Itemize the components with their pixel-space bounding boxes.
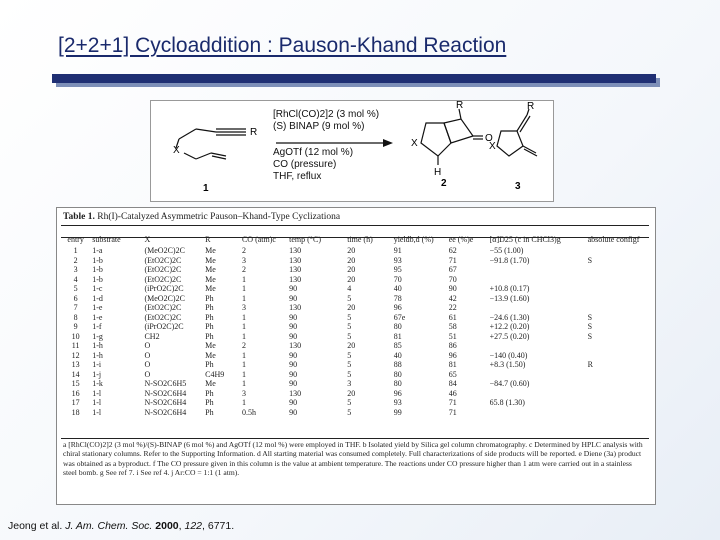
cell-config	[586, 294, 649, 304]
cell-yield: 95	[393, 265, 402, 274]
table-row	[61, 341, 649, 351]
cell-co: 1	[241, 398, 246, 407]
cell-rotation	[488, 341, 586, 351]
cell-x: N-SO2C6H5	[144, 379, 187, 388]
cell-temp: 130	[289, 255, 302, 265]
cell-rotation: +10.8 (0.17)	[489, 284, 530, 293]
cell-r: Me	[205, 265, 216, 274]
table-row	[61, 379, 649, 389]
cell-config: S	[587, 255, 593, 265]
cell-x: (EtO2C)2C	[144, 312, 182, 322]
cell-co: 1	[241, 284, 246, 293]
cell-substrate: 1-h	[92, 341, 103, 350]
cell-rotation: −55 (1.00)	[489, 246, 524, 255]
citation: Jeong et al. J. Am. Chem. Soc. 2000, 122, 6771.	[8, 520, 235, 532]
cell-r: Me	[205, 255, 216, 265]
cell-config	[586, 398, 649, 408]
header-co: CO (atm)c	[241, 235, 276, 245]
cell-time: 20	[347, 388, 356, 398]
cell-time: 5	[347, 369, 352, 379]
cell-rotation	[488, 303, 586, 313]
product-ring-right	[444, 119, 473, 143]
condition-catalyst: [RhCl(CO)2]2 (3 mol %)	[273, 109, 380, 120]
condition-solvent: THF, reflux	[273, 171, 322, 182]
cell-r: Ph	[205, 407, 214, 417]
cell-rotation	[488, 389, 586, 399]
citation-pages: 6771.	[207, 520, 235, 532]
cell-time: 5	[347, 407, 352, 417]
cell-entry: 14	[71, 369, 80, 379]
r-label-3: R	[527, 101, 535, 112]
cell-temp: 90	[289, 322, 298, 331]
cell-x: (MeO2C)2C	[144, 246, 185, 255]
data-table	[61, 234, 649, 417]
product-ring-left	[421, 123, 451, 156]
cell-rotation: −140 (0.40)	[489, 350, 528, 360]
compound-label-3: 3	[515, 181, 521, 192]
table-rule-top	[61, 225, 649, 226]
table-row	[61, 246, 649, 256]
cell-co: 1	[241, 293, 246, 303]
enyne-alkene-2	[212, 156, 226, 159]
cell-temp: 130	[289, 274, 302, 284]
cell-temp: 130	[289, 265, 302, 274]
cell-r: Ph	[205, 360, 214, 369]
header-ee: ee (%)e	[448, 235, 474, 245]
compound-label-1: 1	[203, 183, 209, 194]
cell-entry: 2	[73, 255, 78, 265]
header-temp: temp (°C)	[289, 235, 321, 245]
cell-substrate: 1-e	[92, 303, 103, 312]
cell-yield: 93	[393, 398, 402, 407]
cell-yield: 91	[393, 246, 402, 255]
cell-yield: 99	[393, 407, 402, 417]
cell-yield: 70	[393, 274, 402, 284]
table-body	[61, 246, 649, 417]
cell-ee: 51	[448, 331, 457, 341]
cell-config	[586, 370, 649, 380]
cell-yield: 80	[393, 369, 402, 379]
cell-x: (EtO2C)2C	[144, 274, 182, 284]
cell-yield: 81	[393, 331, 402, 341]
h-label-2: H	[434, 167, 442, 178]
table-row	[61, 351, 649, 361]
cell-co: 1	[241, 350, 246, 360]
cell-r: Ph	[205, 388, 214, 398]
cell-r: Me	[205, 341, 216, 350]
cell-temp: 90	[289, 369, 298, 379]
cell-temp: 130	[289, 341, 302, 350]
cell-time: 3	[347, 379, 352, 388]
compound-label-2: 2	[441, 178, 447, 189]
cell-entry: 5	[73, 284, 78, 293]
cell-r: Ph	[205, 398, 214, 407]
table-row	[61, 360, 649, 370]
cell-config	[586, 389, 649, 399]
results-table	[56, 207, 656, 505]
cell-ee: 22	[448, 303, 457, 312]
cell-co: 0.5h	[241, 407, 256, 417]
enyne-bond-1	[179, 129, 196, 139]
cell-yield: 40	[393, 350, 402, 360]
table-header-row	[61, 234, 649, 246]
cell-x: CH2	[144, 331, 160, 341]
r-label-1: R	[250, 127, 258, 138]
cell-yield: 67e	[393, 312, 406, 322]
table-footnotes: a [RhCl(CO)2]2 (3 mol %)/(S)-BINAP (6 mol %) and AgOTf (12 mol %) were employed in THF. b Isolated yield by Silica gel column chromatography. c Determined by HPLC analysis with chiral stationary columns. Refer to the Supporting Information. d All starting material was consumed completely. Full characterizations of side products will be reported. e Diene (3a) product was obtained as a byproduct. f The CO pressure given in this column is the value at ambient temperature. The reactions under CO pressure higher than 1 atm were carried out in a stainless steel bomb. g See ref 7. i See ref 4. j Ar:CO = 1:1 (1 atm).	[63, 440, 643, 478]
cell-ee: 67	[448, 265, 457, 274]
cell-config	[586, 284, 649, 294]
table-row	[61, 294, 649, 304]
cell-yield: 80	[393, 322, 402, 331]
reaction-arrow-head	[383, 139, 393, 147]
cell-config	[586, 275, 649, 285]
cell-temp: 90	[289, 331, 298, 341]
cell-entry: 16	[71, 388, 80, 398]
cell-yield: 96	[393, 303, 402, 312]
cell-rotation: +12.2 (0.20)	[489, 322, 530, 331]
cell-x: (iPrO2C)2C	[144, 322, 184, 331]
cell-config	[586, 265, 649, 275]
cell-yield: 78	[393, 293, 402, 303]
cell-x: N-SO2C6H4	[144, 398, 187, 407]
cell-entry: 7	[73, 303, 78, 312]
cell-co: 3	[241, 388, 246, 398]
cell-co: 1	[241, 331, 246, 341]
cell-rotation: +27.5 (0.20)	[489, 331, 530, 341]
cell-temp: 90	[289, 350, 298, 360]
cell-rotation	[488, 408, 586, 418]
cell-time: 5	[347, 360, 352, 369]
cell-co: 3	[241, 255, 246, 265]
cell-x: (EtO2C)2C	[144, 265, 182, 274]
cell-ee: 71	[448, 255, 457, 265]
enyne-bond-4	[184, 153, 196, 159]
cell-ee: 96	[448, 350, 457, 360]
cell-config: S	[587, 331, 593, 341]
cell-r: Me	[205, 274, 216, 284]
cell-ee: 90	[448, 284, 457, 293]
cell-temp: 90	[289, 379, 298, 388]
table-row	[61, 303, 649, 313]
cell-entry: 11	[71, 341, 80, 350]
cell-ee: 62	[448, 246, 457, 255]
cell-rotation: −13.9 (1.60)	[489, 293, 530, 303]
cell-yield: 96	[393, 388, 402, 398]
table-row	[61, 256, 649, 266]
cell-r: Ph	[205, 331, 214, 341]
cell-r: Ph	[205, 322, 214, 331]
condition-ligand: (S) BINAP (9 mol %)	[273, 121, 365, 132]
table-row	[61, 408, 649, 418]
cell-temp: 90	[289, 398, 298, 407]
cell-x: (EtO2C)2C	[144, 255, 182, 265]
cell-r: Me	[205, 284, 216, 293]
cell-co: 2	[241, 341, 246, 350]
cell-x: O	[144, 360, 151, 369]
cell-temp: 90	[289, 293, 298, 303]
cell-r: Ph	[205, 293, 214, 303]
cell-r: Ph	[205, 312, 214, 322]
title-underline-bar	[52, 74, 656, 83]
cell-entry: 3	[73, 265, 78, 274]
header-x: X	[144, 235, 151, 245]
cell-substrate: 1-h	[92, 350, 103, 360]
cell-time: 20	[347, 341, 356, 350]
cell-entry: 12	[71, 350, 80, 360]
cell-time: 20	[347, 246, 356, 255]
cell-config: S	[587, 312, 593, 322]
table-row	[61, 284, 649, 294]
cell-entry: 18	[71, 407, 80, 417]
condition-co: CO (pressure)	[273, 159, 337, 170]
cell-time: 5	[347, 331, 352, 341]
cell-ee: 65	[448, 369, 457, 379]
cell-config	[586, 246, 649, 256]
cell-co: 2	[241, 246, 246, 255]
r-label-2: R	[456, 101, 464, 111]
cell-substrate: 1-b	[92, 255, 103, 265]
cell-ee: 86	[448, 341, 457, 350]
cell-x: N-SO2C6H4	[144, 407, 187, 417]
cell-entry: 4	[73, 274, 78, 284]
cell-entry: 13	[71, 360, 80, 369]
cell-x: O	[144, 350, 151, 360]
cell-substrate: 1-j	[92, 369, 102, 379]
cell-rotation	[488, 265, 586, 275]
diene-ring	[497, 131, 523, 156]
cell-config: S	[587, 322, 593, 331]
cell-substrate: 1-k	[92, 379, 103, 388]
cell-co: 3	[241, 303, 246, 312]
cell-substrate: 1-f	[92, 322, 102, 331]
x-label-3: X	[489, 141, 496, 152]
cell-time: 20	[347, 265, 356, 274]
cell-entry: 17	[71, 398, 80, 407]
cell-rotation	[488, 370, 586, 380]
cell-r: Ph	[205, 303, 214, 312]
cell-co: 1	[241, 322, 246, 331]
cell-temp: 130	[289, 246, 302, 255]
cell-co: 1	[241, 369, 246, 379]
header-config: absolute configf	[587, 235, 640, 245]
cell-time: 5	[347, 398, 352, 407]
header-rotation: [α]D25 (c in CHCl3)g	[489, 235, 561, 245]
cell-time: 20	[347, 255, 356, 265]
cell-substrate: 1-b	[92, 265, 103, 274]
cell-config	[586, 351, 649, 361]
cell-ee: 61	[448, 312, 457, 322]
cell-time: 5	[347, 350, 352, 360]
cell-ee: 70	[448, 274, 457, 284]
cell-ee: 42	[448, 293, 457, 303]
slide-title: [2+2+1] Cycloaddition : Pauson-Khand Reaction	[58, 34, 507, 57]
cell-config	[586, 379, 649, 389]
cell-substrate: 1-e	[92, 312, 103, 322]
cell-time: 5	[347, 322, 352, 331]
cell-x: (MeO2C)2C	[144, 293, 185, 303]
cell-time: 20	[347, 274, 356, 284]
cell-time: 20	[347, 303, 356, 312]
cell-x: O	[144, 341, 151, 350]
cell-substrate: 1-a	[92, 246, 103, 255]
cell-substrate: 1-c	[92, 284, 103, 293]
x-label-2: X	[411, 138, 418, 149]
cell-co: 1	[241, 274, 246, 284]
cell-ee: 58	[448, 322, 457, 331]
enyne-bond-2	[196, 129, 216, 132]
cell-substrate: 1-l	[92, 407, 102, 417]
cell-substrate: 1-l	[92, 388, 102, 398]
cell-rotation: −91.8 (1.70)	[489, 255, 530, 265]
cell-ee: 84	[448, 379, 457, 388]
cell-x: (EtO2C)2C	[144, 303, 182, 312]
cell-r: Me	[205, 350, 216, 360]
cell-yield: 85	[393, 341, 402, 350]
citation-volume: 122	[184, 520, 203, 532]
cell-entry: 8	[73, 312, 78, 322]
table-caption-label: Table 1.	[63, 212, 95, 222]
cell-temp: 90	[289, 312, 298, 322]
table-row	[61, 332, 649, 342]
cell-substrate: 1-l	[92, 398, 102, 407]
cell-entry: 9	[73, 322, 78, 331]
cell-co: 1	[241, 360, 246, 369]
citation-year: 2000	[155, 520, 179, 532]
table-row	[61, 398, 649, 408]
cell-ee: 71	[448, 398, 457, 407]
cell-r: C4H9	[205, 369, 225, 379]
condition-additive: AgOTf (12 mol %)	[273, 147, 354, 158]
cell-rotation: 65.8 (1.30)	[489, 398, 525, 407]
header-time: time (h)	[347, 235, 373, 245]
cell-substrate: 1-i	[92, 360, 102, 369]
table-row	[61, 370, 649, 380]
cell-ee: 71	[448, 407, 457, 417]
table-caption	[63, 212, 340, 222]
cell-config: R	[587, 360, 593, 369]
enyne-bond-5	[196, 153, 211, 159]
cell-temp: 90	[289, 284, 298, 293]
cell-entry: 15	[71, 379, 80, 388]
cell-x: (iPrO2C)2C	[144, 284, 184, 293]
cell-co: 1	[241, 379, 246, 388]
header-entry: entry	[67, 235, 84, 245]
cell-entry: 10	[71, 331, 80, 341]
cell-yield: 80	[393, 379, 402, 388]
cell-substrate: 1-d	[92, 293, 103, 303]
table-rule-bottom	[61, 438, 649, 439]
reaction-scheme	[150, 100, 554, 202]
cell-yield: 40	[393, 284, 402, 293]
cell-temp: 90	[289, 407, 298, 417]
cell-temp: 130	[289, 388, 302, 398]
cell-substrate: 1-b	[92, 274, 103, 284]
header-r: R	[205, 235, 211, 245]
cell-x: N-SO2C6H4	[144, 388, 187, 398]
header-substrate: substrate	[92, 235, 121, 245]
table-row	[61, 275, 649, 285]
cell-r: Me	[205, 379, 216, 388]
cell-ee: 81	[448, 360, 457, 369]
cell-substrate: 1-g	[92, 331, 103, 341]
cell-temp: 130	[289, 303, 302, 312]
cell-rotation	[488, 275, 586, 285]
table-row	[61, 389, 649, 399]
cell-co: 2	[241, 265, 246, 274]
cell-entry: 1	[73, 246, 78, 255]
cell-temp: 90	[289, 360, 298, 369]
cell-rotation: −24.6 (1.30)	[489, 312, 530, 322]
citation-journal: J. Am. Chem. Soc.	[65, 520, 153, 532]
cell-r: Me	[205, 246, 216, 255]
cell-time: 5	[347, 312, 352, 322]
header-yield: yieldb,d (%)	[393, 235, 434, 245]
table-caption-text: Rh(I)-Catalyzed Asymmetric Pauson–Khand-Type Cyclizationa	[97, 212, 341, 222]
cell-co: 1	[241, 312, 246, 322]
x-label-1: X	[173, 145, 180, 156]
cell-config	[586, 303, 649, 313]
cell-entry: 6	[73, 293, 78, 303]
cell-time: 4	[347, 284, 352, 293]
cell-x: O	[144, 369, 151, 379]
o-label-2: O	[485, 133, 493, 144]
table-row	[61, 265, 649, 275]
table-row	[61, 313, 649, 323]
cell-config	[586, 341, 649, 351]
cell-rotation: +8.3 (1.50)	[489, 360, 526, 369]
cell-time: 5	[347, 293, 352, 303]
cell-ee: 46	[448, 388, 457, 398]
table-row	[61, 322, 649, 332]
cell-rotation: −84.7 (0.60)	[489, 379, 530, 388]
cell-yield: 93	[393, 255, 402, 265]
cell-yield: 88	[393, 360, 402, 369]
enyne-alkene-1	[211, 153, 226, 156]
citation-authors: Jeong et al.	[8, 520, 63, 532]
cell-config	[586, 408, 649, 418]
